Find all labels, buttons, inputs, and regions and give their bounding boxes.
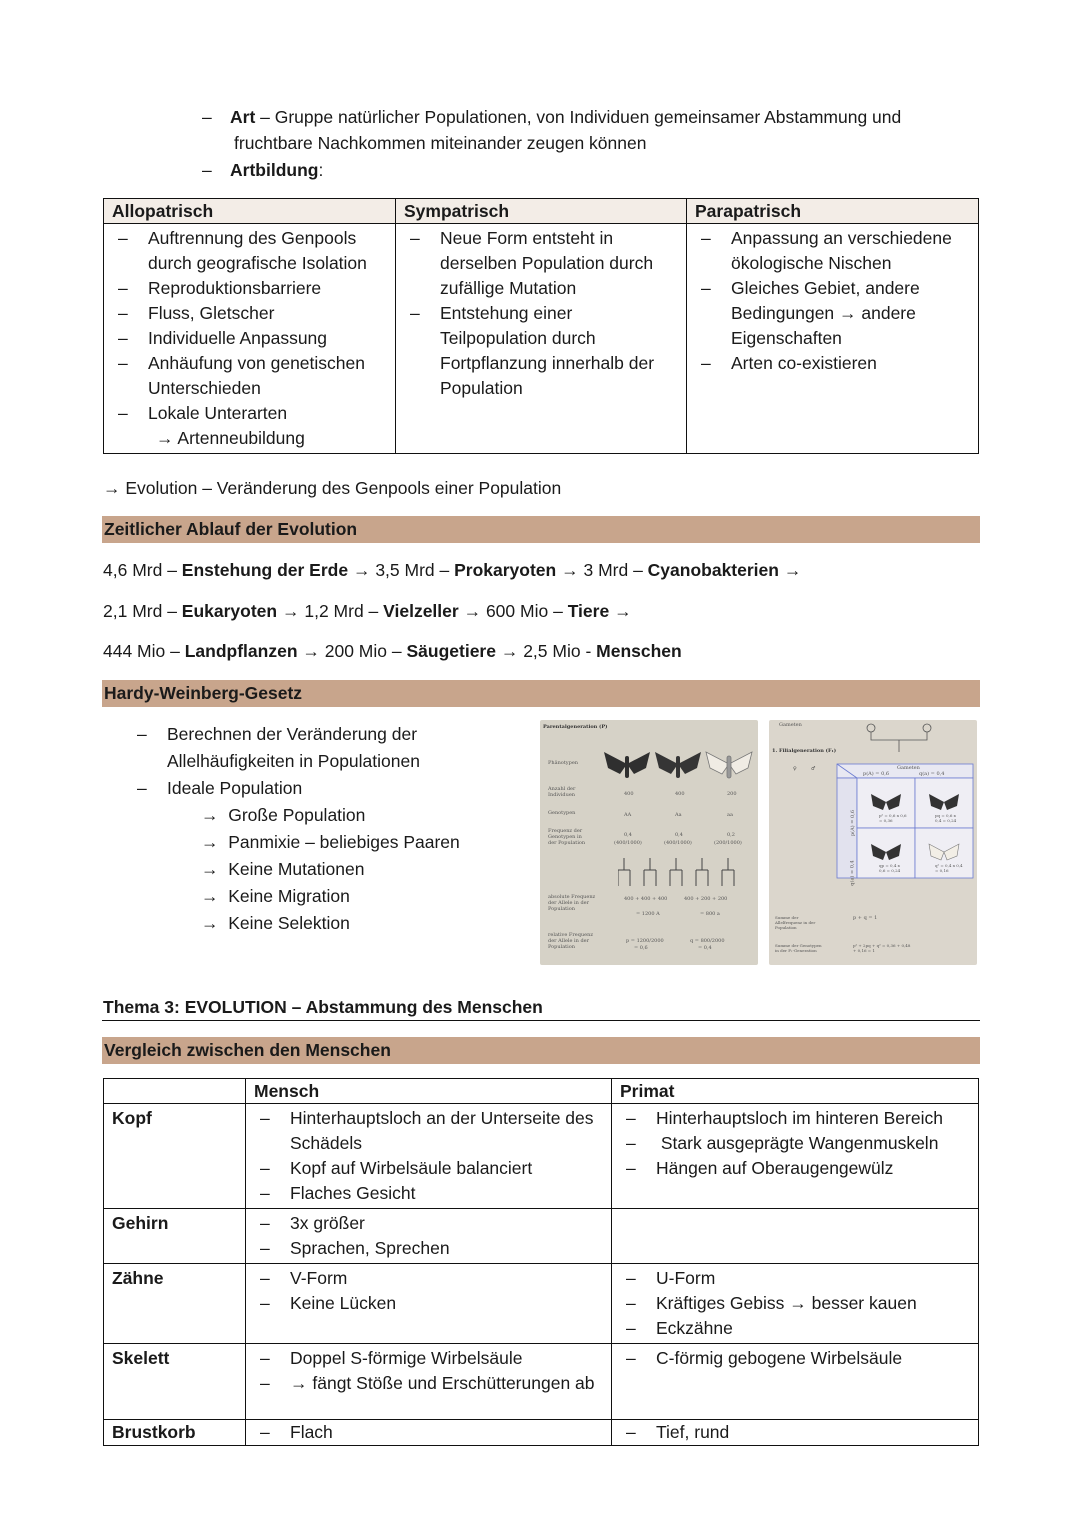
art-term: Art <box>230 107 256 127</box>
list-item: – 3x größer <box>260 1213 365 1233</box>
list-item: – Doppel S-förmige Wirbelsäule <box>260 1348 523 1368</box>
list-item: – Fluss, Gletscher <box>118 303 275 323</box>
allopatrisch-cell <box>104 224 396 454</box>
timeline-row-3: 444 Mio – Landpflanzen → 200 Mio – Säugetiere → 2,5 Mio - Menschen <box>103 641 682 661</box>
art-definition: – Art – Gruppe natürlicher Populationen, von Individuen gemeinsamer Abstammung und <box>202 107 902 127</box>
theme-heading: Thema 3: EVOLUTION – Abstammung des Menschen <box>103 997 543 1017</box>
list-item: – Lokale Unterarten <box>118 403 288 423</box>
table-row <box>104 1420 979 1446</box>
condition-item: → Keine Selektion <box>201 913 350 933</box>
empty-header <box>104 1079 246 1104</box>
list-item: – Entstehung einer Teilpopulation durch Fortpflanzung innerhalb der Population <box>410 303 655 398</box>
parental-generation-figure: Parentalgeneration (P) Phänotypen Anzahl der Individuen Genotypen Frequenz der Genotypen in der Population absolute Frequenz der Allele in der Population relative Frequenz der Allele in der Population 400 400 200 AA Aa aa 0,4 0,4 0,2 (400/1000) (400/1000) (200/1000) 400 + 400 + 400 = 1200 A 400 + 200 + 200 = 800 a p = 1200/2000 = 0,6 q = 800/2000 = 0,4 <box>540 720 758 965</box>
list-item: – Neue Form entsteht in derselben Population durch zufällige Mutation <box>410 228 654 298</box>
art-text-2: fruchtbare Nachkommen miteinander zeugen können <box>234 133 647 153</box>
list-item: – Individuelle Anpassung <box>118 328 328 348</box>
list-item: – Hinterhauptsloch im hinteren Bereich <box>626 1108 943 1128</box>
male-icon: ♂ <box>811 766 816 772</box>
header-sympatrisch: Sympatrisch <box>396 199 687 224</box>
list-item: – Gleiches Gebiet, andere Bedingungen → andere Eigenschaften <box>701 278 920 348</box>
list-item: – C-förmig gebogene Wirbelsäule <box>626 1348 903 1368</box>
table-row <box>104 1264 979 1344</box>
list-item: – U-Form <box>626 1268 716 1288</box>
list-item: – Reproduktionsbarriere <box>118 278 322 298</box>
header-parapatrisch: Parapatrisch <box>687 199 979 224</box>
filial-generation-figure: Gameten 1. Filialgeneration (F₁) ♀ ♂ Gameten p(A) = 0,6 q(a) = 0,4 p(A) = 0,6 q(a) = 0,4 p² = 0,6 x 0,6 = 0,36 pq = 0,6 x 0,4 = 0,24 qp = 0,4 x 0,6 = 0,24 q² = 0,4 x 0,4 = 0,16 Summe der Allelfrequenz in der Population p + q = 1 Summe der Genotypen in der F₁-Generation p² + 2pq + q² = 0,36 + 0,48 + 0,16 = 1 <box>769 720 977 965</box>
list-item: – Flach <box>260 1422 333 1442</box>
moth-icon <box>706 752 752 778</box>
moth-icons <box>600 744 755 784</box>
condition-item: → Keine Migration <box>201 886 350 906</box>
punnett-diagram <box>829 722 975 962</box>
table-row <box>104 1344 979 1420</box>
speciation-table <box>103 198 979 454</box>
timeline-row-1: 4,6 Mrd – Enstehung der Erde → 3,5 Mrd – Prokaryoten → 3 Mrd – Cyanobakterien → <box>103 560 802 580</box>
header-primat: Primat <box>612 1079 979 1104</box>
allopatrisch-result: → Artenneubildung <box>156 428 305 448</box>
list-item: – Berechnen der Veränderung der Allelhäufigkeiten in Populationen <box>137 724 420 771</box>
list-item: – Ideale Population <box>137 778 303 798</box>
sympatrisch-cell <box>396 224 687 454</box>
list-item: – Kräftiges Gebiss → besser kauen <box>626 1293 917 1313</box>
list-item: – Stark ausgeprägte Wangenmuskeln <box>626 1133 939 1153</box>
artbildung-heading: – Artbildung: <box>202 160 324 180</box>
list-item: – Auftrennung des Genpools durch geografische Isolation <box>118 228 367 273</box>
list-item: – → fängt Stöße und Erschütterungen ab <box>260 1373 595 1393</box>
list-item: – Keine Lücken <box>260 1293 397 1313</box>
timeline-row-2: 2,1 Mrd – Eukaryoten → 1,2 Mrd – Vielzeller → 600 Mio – Tiere → <box>103 601 632 621</box>
female-icon: ♀ <box>793 766 797 772</box>
moth-icon <box>655 752 701 778</box>
comparison-table <box>103 1078 979 1446</box>
row-label: Brustkorb <box>104 1420 246 1446</box>
list-item: – Sprachen, Sprechen <box>260 1238 450 1258</box>
row-label: Kopf <box>104 1104 246 1209</box>
condition-item: → Keine Mutationen <box>201 859 365 879</box>
condition-item: → Große Population <box>201 805 366 825</box>
list-item: – V-Form <box>260 1268 348 1288</box>
header-allopatrisch: Allopatrisch <box>104 199 396 224</box>
list-item: – Hinterhauptsloch an der Unterseite des Schädels <box>260 1108 594 1153</box>
hardy-list <box>137 721 517 937</box>
art-text-1: – Gruppe natürlicher Populationen, von Individuen gemeinsamer Abstammung und <box>255 107 902 127</box>
list-item: – Eckzähne <box>626 1318 733 1338</box>
parapatrisch-cell <box>687 224 979 454</box>
comparison-heading: Vergleich zwischen den Menschen <box>102 1037 980 1064</box>
row-label: Zähne <box>104 1264 246 1344</box>
evolution-definition: → Evolution – Veränderung des Genpools einer Population <box>103 478 562 498</box>
table-row <box>104 1104 979 1209</box>
table-row <box>104 1209 979 1264</box>
list-item: – Anpassung an verschiedene ökologische Nischen <box>701 228 952 273</box>
moth-icon <box>604 752 650 778</box>
condition-item: → Panmixie – beliebiges Paaren <box>201 832 460 852</box>
allele-split-diagram <box>618 856 738 890</box>
list-item: – Anhäufung von genetischen Unterschieden <box>118 353 365 398</box>
header-mensch: Mensch <box>246 1079 612 1104</box>
row-label: Gehirn <box>104 1209 246 1264</box>
list-item: – Arten co-existieren <box>701 353 877 373</box>
list-item: – Tief, rund <box>626 1422 730 1442</box>
list-item: – Flaches Gesicht <box>260 1183 416 1203</box>
theme-divider <box>102 1020 980 1021</box>
hardy-heading: Hardy-Weinberg-Gesetz <box>102 680 980 707</box>
list-item: – Kopf auf Wirbelsäule balanciert <box>260 1158 533 1178</box>
timeline-heading: Zeitlicher Ablauf der Evolution <box>102 516 980 543</box>
row-label: Skelett <box>104 1344 246 1420</box>
list-item: – Hängen auf Oberaugengewülz <box>626 1158 894 1178</box>
